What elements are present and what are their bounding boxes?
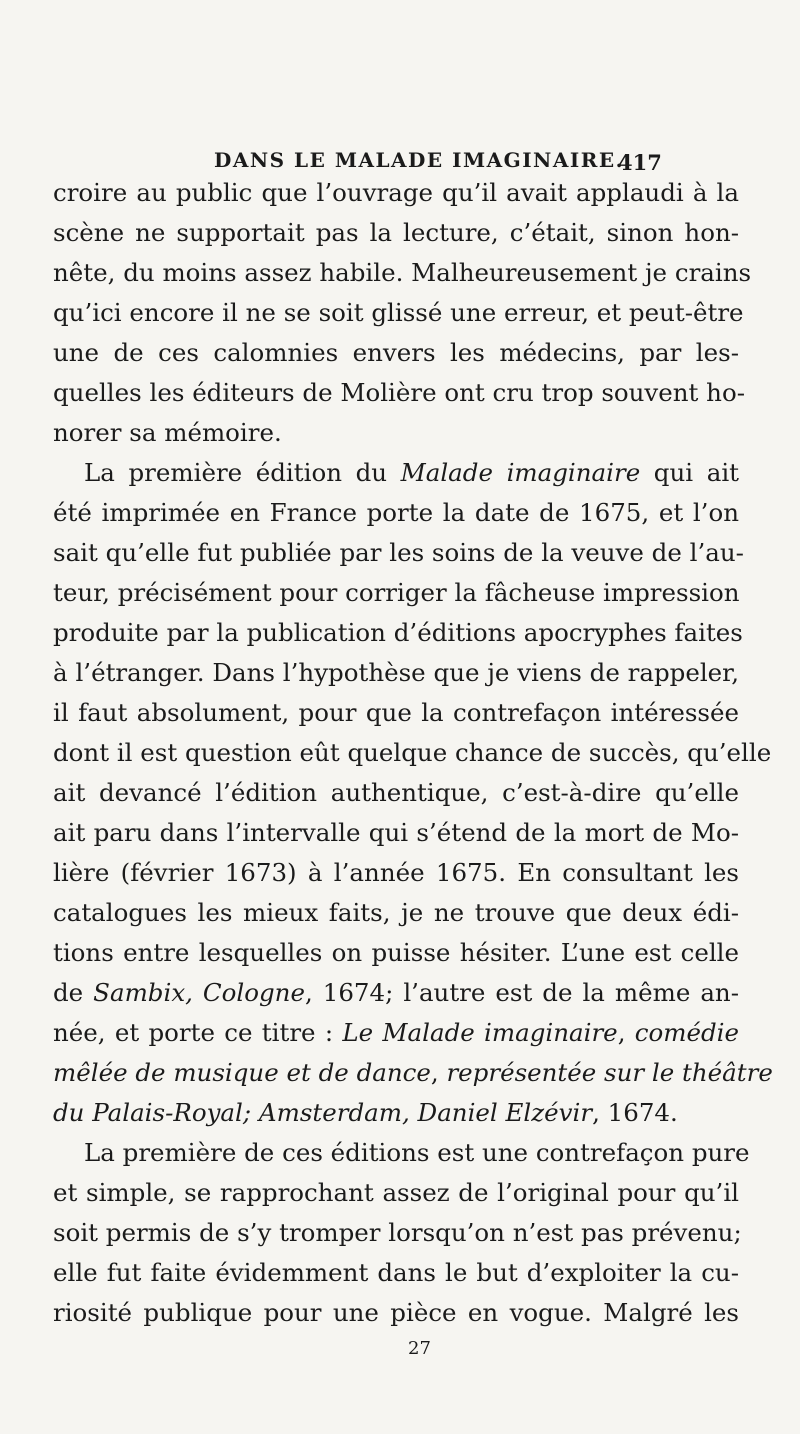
text-line: scène ne supportait pas la lecture, c’était, sinon hon- — [53, 218, 739, 247]
italic-imprint: du Palais-Royal; Amsterdam, Daniel Elzévir — [53, 1098, 593, 1127]
text-line: lière (février 1673) à l’année 1675. En consultant les — [53, 858, 739, 887]
text-line: et simple, se rapprochant assez de l’original pour qu’il — [53, 1178, 739, 1207]
text-line: riosité publique pour une pièce en vogue. Malgré les — [53, 1298, 739, 1327]
italic-title: représentée sur le théâtre — [446, 1058, 773, 1087]
italic-imprint: Sambix, Cologne — [93, 978, 305, 1007]
text-line: qu’ici encore il ne se soit glissé une erreur, et peut-être — [53, 298, 744, 327]
text-line: née, et porte ce titre : Le Malade imaginaire, comédie — [53, 1018, 740, 1047]
text-line: norer sa mémoire. — [53, 418, 282, 447]
italic-title: Malade imaginaire — [400, 458, 641, 487]
text-line: ait paru dans l’intervalle qui s’étend de la mort de Mo- — [53, 818, 739, 847]
text-line: mêlée de musique et de dance, représentée sur le théâtre — [53, 1058, 773, 1087]
text-line: catalogues les mieux faits, je ne trouve que deux édi- — [53, 898, 739, 927]
text-line: ait devancé l’édition authentique, c’est-à-dire qu’elle — [53, 778, 739, 807]
signature-mark: 27 — [408, 1338, 431, 1359]
text-line: une de ces calomnies envers les médecins, par les- — [53, 338, 739, 367]
text-line: teur, précisément pour corriger la fâcheuse impression — [53, 578, 740, 607]
text-line: produite par la publication d’éditions apocryphes faites — [53, 618, 743, 647]
text-line: à l’étranger. Dans l’hypothèse que je viens de rappeler, — [53, 658, 739, 687]
text-line: il faut absolument, pour que la contrefaçon intéressée — [53, 698, 739, 727]
text-line: dont il est question eût quelque chance de succès, qu’elle — [53, 738, 772, 767]
text-line: sait qu’elle fut publiée par les soins de la veuve de l’au- — [53, 538, 744, 567]
page-number: 417 — [618, 150, 662, 175]
italic-title: comédie — [634, 1018, 740, 1047]
text-line: croire au public que l’ouvrage qu’il avait applaudi à la — [53, 178, 739, 207]
text-line: été imprimée en France porte la date de 1675, et l’on — [53, 498, 739, 527]
text-line: du Palais-Royal; Amsterdam, Daniel Elzévir, 1674. — [53, 1098, 678, 1127]
italic-title: Le Malade imaginaire — [342, 1018, 618, 1047]
text-line: quelles les éditeurs de Molière ont cru trop souvent ho- — [53, 378, 745, 407]
text-line: La première édition du Malade imaginaire qui ait — [84, 458, 739, 487]
text-line: elle fut faite évidemment dans le but d’exploiter la cu- — [53, 1258, 739, 1287]
text-line: de Sambix, Cologne, 1674; l’autre est de la même an- — [53, 978, 739, 1007]
running-head: DANS LE MALADE IMAGINAIRE. — [214, 148, 625, 172]
text-line: La première de ces éditions est une contrefaçon pure — [84, 1138, 750, 1167]
text-line: soit permis de s’y tromper lorsqu’on n’est pas prévenu; — [53, 1218, 742, 1247]
text-line: tions entre lesquelles on puisse hésiter. L’une est celle — [53, 938, 739, 967]
italic-title: mêlée de musique et de dance — [53, 1058, 431, 1087]
text-line: nête, du moins assez habile. Malheureusement je crains — [53, 258, 752, 287]
